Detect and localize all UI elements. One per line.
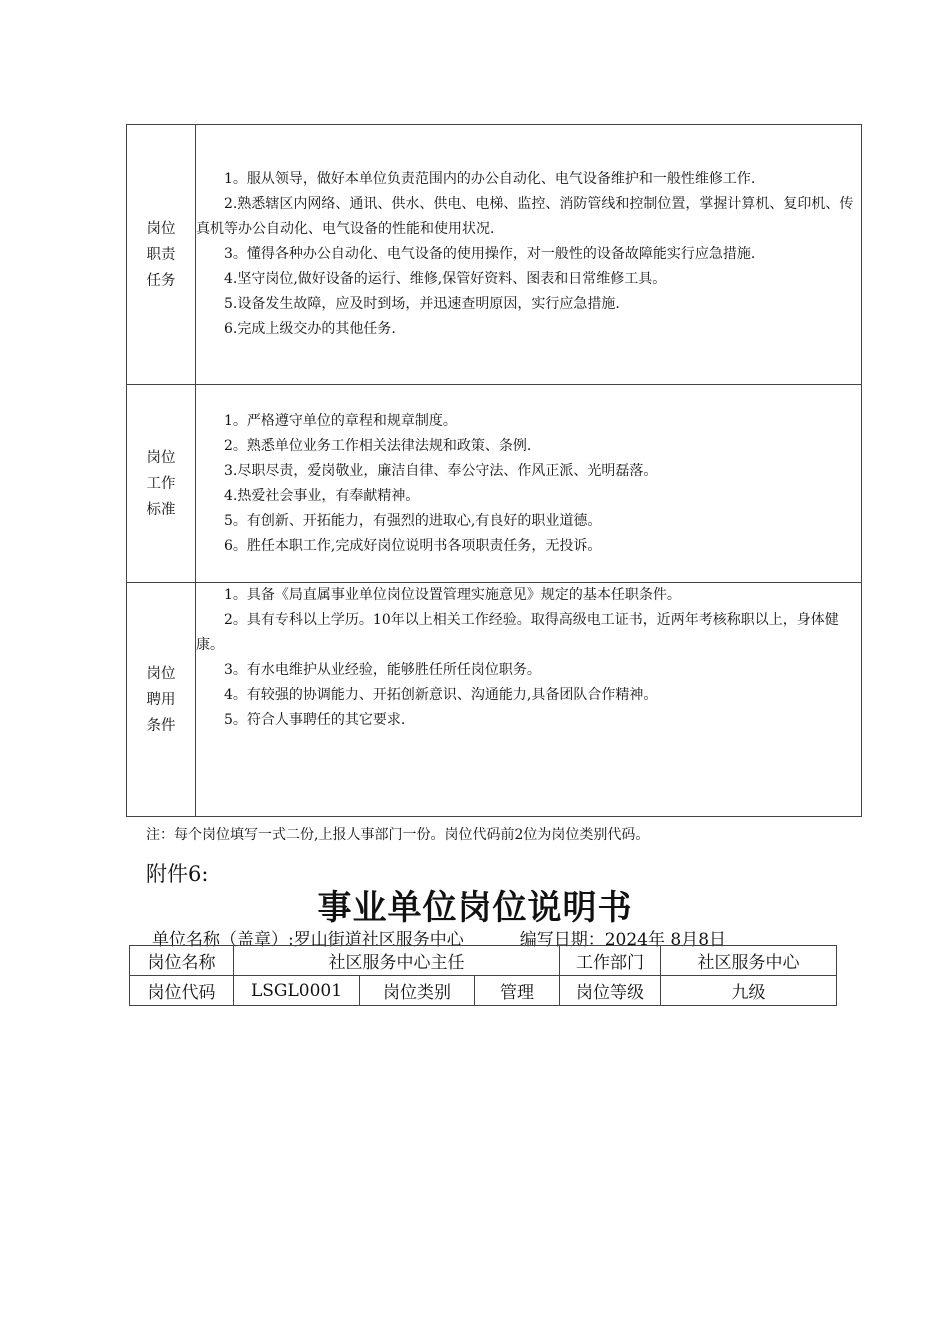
- list-item: 1。严格遵守单位的章程和规章制度。: [224, 412, 457, 429]
- duty-table: [126, 124, 862, 817]
- post-name-label: 岗位名称: [130, 946, 234, 976]
- list-item: 4.热爱社会事业，有奉献精神。: [224, 487, 420, 504]
- attachment-label: 附件6:: [146, 862, 209, 886]
- page-title: 事业单位岗位说明书: [317, 888, 633, 928]
- unit-name: 单位名称（盖章）:罗山街道社区服务中心: [152, 930, 464, 950]
- table-row: [130, 946, 837, 976]
- list-item: 1。具备《局直属事业单位岗位设置管理实施意见》规定的基本任职条件。: [224, 587, 681, 603]
- duty-row: [127, 125, 862, 385]
- grade-value: 九级: [661, 976, 837, 1006]
- row-content: [196, 125, 862, 385]
- requirement-row: [127, 583, 862, 817]
- compile-date: 编写日期：2024年 8月8日: [519, 930, 727, 950]
- category-value: 管理: [475, 976, 560, 1006]
- footnote: 注：每个岗位填写一式二份,上报人事部门一份。岗位代码前2位为岗位类别代码。: [146, 827, 650, 843]
- post-code-label: 岗位代码: [130, 976, 234, 1006]
- list-item: 5。有创新、开拓能力，有强烈的进取心,有良好的职业道德。: [224, 512, 602, 529]
- post-name-value: 社区服务中心主任: [234, 946, 560, 976]
- list-item: 6.完成上级交办的其他任务.: [224, 321, 396, 337]
- list-item: 2。具有专科以上学历。10年以上相关工作经验。取得高级电工证书，近两年考核称职以上，身体健康。: [196, 612, 839, 653]
- dept-label: 工作部门: [560, 946, 661, 976]
- list-item: 5。符合人事聘任的其它要求.: [224, 712, 406, 728]
- standard-row: [127, 385, 862, 583]
- row-content: [196, 583, 862, 817]
- row-label: 岗位 工作 标准: [127, 385, 196, 583]
- grade-label: 岗位等级: [560, 976, 661, 1006]
- list-item: 4.坚守岗位,做好设备的运行、维修,保管好资料、图表和日常维修工具。: [224, 271, 667, 287]
- list-item: 2。熟悉单位业务工作相关法律法规和政策、条例.: [224, 437, 532, 454]
- post-info-table: [129, 945, 837, 1006]
- row-label: 岗位 聘用 条件: [127, 583, 196, 817]
- row-content: [196, 385, 862, 583]
- list-item: 2.熟悉辖区内网络、通讯、供水、供电、电梯、监控、消防管线和控制位置，掌握计算机、复印机、传真机等办公自动化、电气设备的性能和使用状况.: [196, 196, 854, 237]
- list-item: 1。服从领导，做好本单位负责范围内的办公自动化、电气设备维护和一般性维修工作.: [224, 171, 756, 187]
- list-item: 3。懂得各种办公自动化、电气设备的使用操作，对一般性的设备故障能实行应急措施.: [224, 246, 756, 262]
- row-label: 岗位 职责 任务: [127, 125, 196, 385]
- list-item: 3。有水电维护从业经验，能够胜任所任岗位职务。: [224, 662, 541, 678]
- table-row: [130, 976, 837, 1006]
- list-item: 5.设备发生故障，应及时到场，并迅速查明原因，实行应急措施.: [224, 296, 620, 312]
- list-item: 4。有较强的协调能力、开拓创新意识、沟通能力,具备团队合作精神。: [224, 687, 658, 703]
- post-code-value: LSGL0001: [234, 976, 360, 1006]
- dept-value: 社区服务中心: [661, 946, 837, 976]
- category-label: 岗位类别: [360, 976, 475, 1006]
- list-item: 3.尽职尽责，爱岗敬业，廉洁自律、奉公守法、作风正派、光明磊落。: [224, 462, 658, 479]
- list-item: 6。胜任本职工作,完成好岗位说明书各项职责任务，无投诉。: [224, 537, 602, 554]
